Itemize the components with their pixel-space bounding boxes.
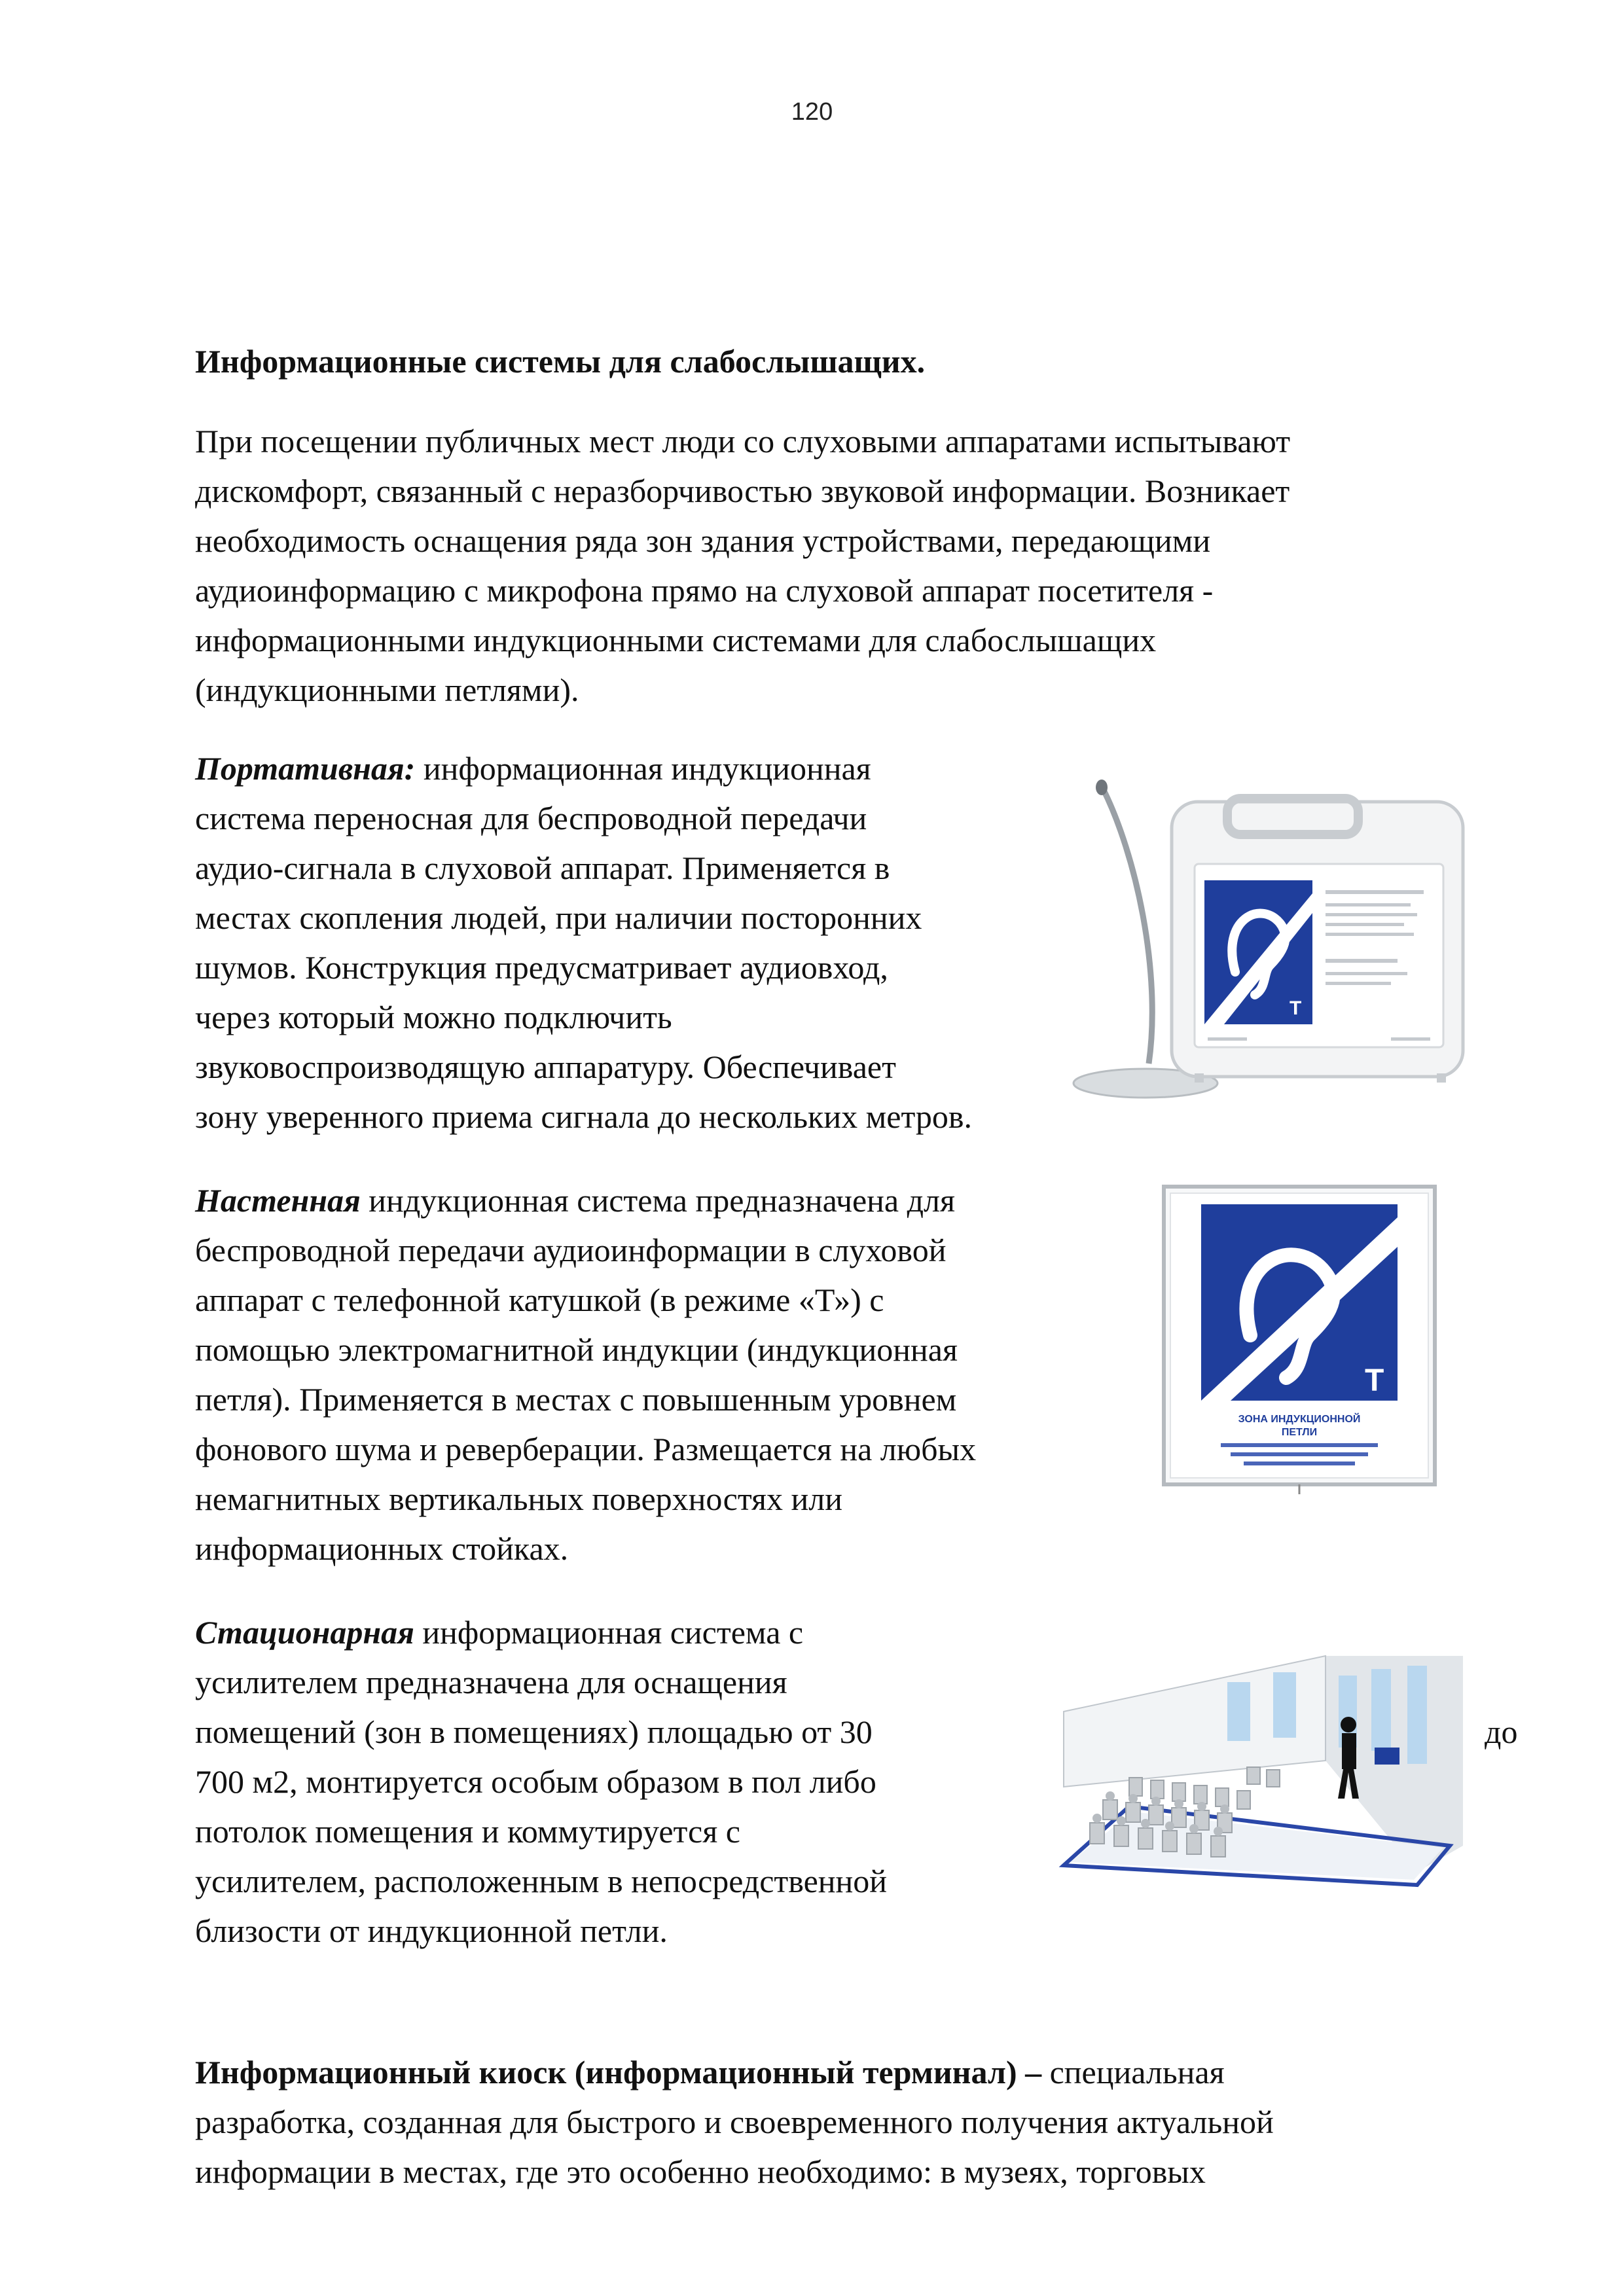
stationary-first-line: Стационарная информационная система с: [195, 1614, 804, 1651]
intro-paragraph: [195, 416, 1290, 715]
sign-caption: ПЕТЛИ: [1281, 1427, 1318, 1438]
intro-line: При посещении публичных мест люди со слуховыми аппаратами испытывают: [195, 423, 1291, 459]
kiosk-first-line: Информационный киоск (информационный терминал) – специальная: [195, 2054, 1225, 2090]
intro-line: информационными индукционными системами для слабослышащих: [195, 622, 1157, 658]
stationary-line: потолок помещения и коммутируется с: [195, 1813, 740, 1850]
section-heading: Информационные системы для слабослышащих.: [195, 343, 926, 380]
portable-line: местах скопления людей, при наличии посторонних: [195, 899, 922, 936]
kiosk-line: информации в местах, где это особенно необходимо: в музеях, торговых: [195, 2153, 1206, 2190]
portable-line: звуковоспроизводящую аппаратуру. Обеспечивает: [195, 1049, 896, 1085]
wall-line: помощью электромагнитной индукции (индукционная: [195, 1331, 958, 1368]
kiosk-paragraph: [195, 2047, 1274, 2197]
wall-paragraph: [195, 1175, 976, 1573]
stationary-line-tail: до: [1485, 1713, 1518, 1750]
page-number: 120: [791, 98, 833, 126]
kiosk-term: Информационный киоск (информационный терминал) –: [195, 2054, 1042, 2090]
sign-caption: ЗОНА ИНДУКЦИОННОЙ: [1238, 1414, 1361, 1425]
wall-first-line: Настенная индукционная система предназначена для: [195, 1182, 955, 1219]
stationary-line: помещений (зон в помещениях) площадью от 30: [195, 1713, 873, 1750]
portable-line: через который можно подключить: [195, 999, 672, 1035]
stationary-term: Стационарная: [195, 1614, 414, 1651]
portable-line: шумов. Конструкция предусматривает аудиовход,: [195, 949, 888, 986]
wall-line: петля). Применяется в местах с повышенным уровнем: [195, 1381, 957, 1418]
portable-term: Портативная:: [195, 750, 416, 787]
kiosk-line: разработка, созданная для быстрого и своевременного получения актуальной: [195, 2104, 1274, 2140]
portable-first-line: Портативная: информационная индукционная: [195, 750, 871, 787]
portable-line: зону уверенного приема сигнала до нескольких метров.: [195, 1098, 973, 1135]
intro-line: необходимость оснащения ряда зон здания устройствами, передающими: [195, 522, 1211, 559]
t-mark-label: T: [1365, 1363, 1384, 1398]
wall-loop-sign-image: [1159, 1181, 1440, 1496]
stationary-line: 700 м2, монтируется особым образом в пол либо: [195, 1763, 876, 1800]
stationary-paragraph: [195, 1607, 887, 1956]
wall-term: Настенная: [195, 1182, 361, 1219]
portable-paragraph: [195, 744, 972, 1141]
t-mark-label: T: [1290, 997, 1302, 1019]
wall-line: информационных стойках.: [195, 1530, 569, 1567]
wall-line: фонового шума и реверберации. Размещается на любых: [195, 1431, 977, 1467]
wall-line: аппарат с телефонной катушкой (в режиме «Т») с: [195, 1282, 884, 1318]
stationary-loop-room-image: [1051, 1649, 1470, 1895]
intro-line: аудиоинформацию с микрофона прямо на слуховой аппарат посетителя -: [195, 572, 1214, 609]
portable-line: система переносная для беспроводной передачи: [195, 800, 867, 836]
stationary-line: усилителем, расположенным в непосредственной: [195, 1863, 888, 1899]
wall-line: беспроводной передачи аудиоинформации в слуховой: [195, 1232, 947, 1268]
portable-loop-device-image: [1064, 776, 1476, 1103]
wall-line: немагнитных вертикальных поверхностях или: [195, 1480, 843, 1517]
portable-line: аудио-сигнала в слуховой аппарат. Применяется в: [195, 850, 890, 886]
stationary-line: близости от индукционной петли.: [195, 1912, 668, 1949]
intro-line: дискомфорт, связанный с неразборчивостью звуковой информации. Возникает: [195, 473, 1290, 509]
intro-line: (индукционными петлями).: [195, 672, 579, 708]
stationary-line: усилителем предназначена для оснащения: [195, 1664, 787, 1700]
